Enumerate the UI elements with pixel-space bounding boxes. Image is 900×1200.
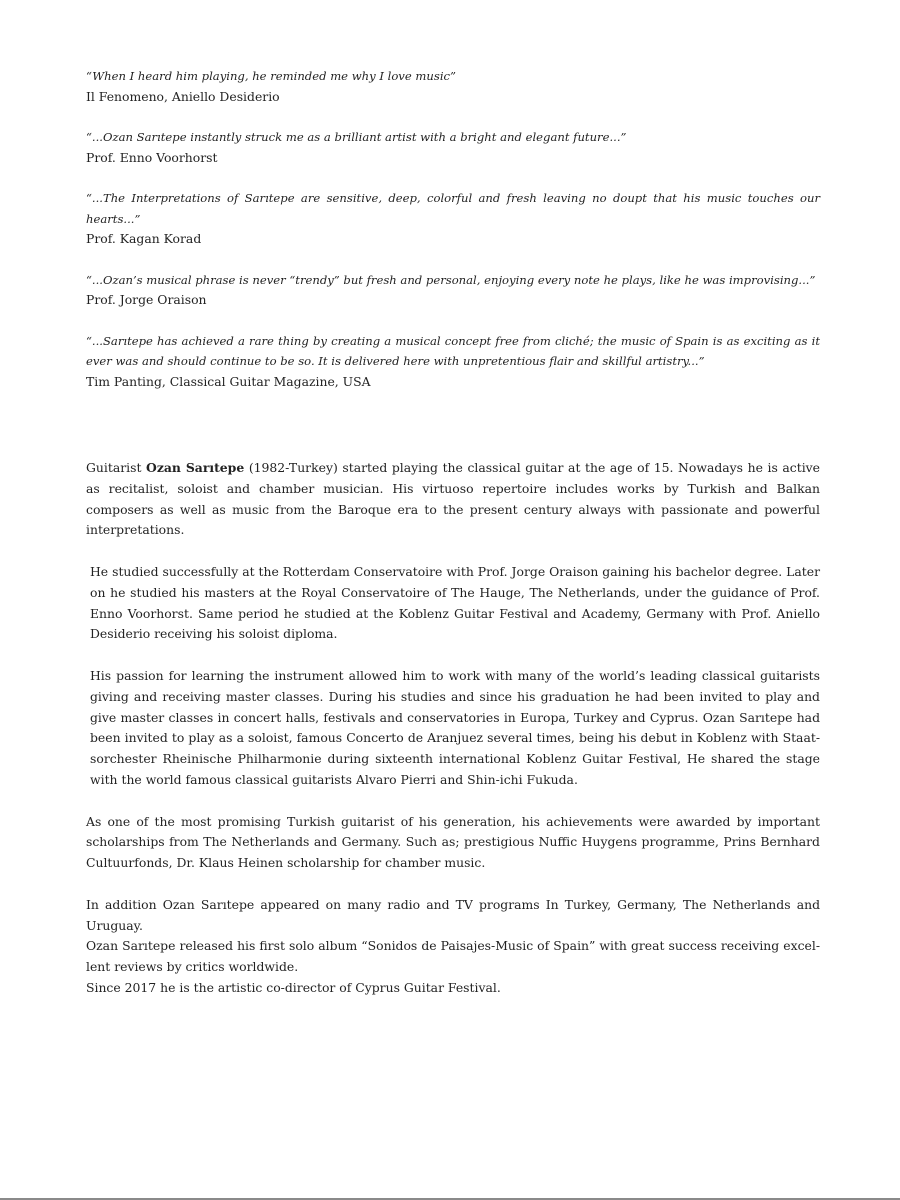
quote-author: Prof. Jorge Oraison bbox=[86, 292, 207, 307]
quote-author: Il Fenomeno, Aniello Desiderio bbox=[86, 88, 280, 104]
quote-block bbox=[86, 66, 820, 107]
bio-paragraph-album: Ozan Sarıtepe released his first solo album “Sonidos de Paisajes-Music of Spain” with great success receiving excellent reviews by critics worldwide. bbox=[86, 938, 820, 975]
quote-author: Tim Panting, Classical Guitar Magazine, USA bbox=[86, 373, 371, 389]
quote-block bbox=[86, 188, 820, 250]
quote-text: “When I heard him playing, he reminded me why I love music” bbox=[86, 69, 456, 83]
bio-paragraph-festival: Since 2017 he is the artistic co-director of Cyprus Guitar Festival. bbox=[86, 979, 501, 995]
quotes-section bbox=[86, 66, 820, 392]
bio-intro-prefix: Guitarist bbox=[86, 460, 147, 475]
quote-author: Prof. Kagan Korad bbox=[86, 231, 202, 246]
quote-block bbox=[86, 270, 820, 311]
quote-author: Prof. Enno Voorhorst bbox=[86, 149, 218, 165]
bio-paragraph-career: His passion for learning the instrument allowed him to work with many of the world’s leading classical guitarists giving and receiving master classes. During his studies and since his graduation he had been invited to play and give master classes in concert halls, festivals and conservatories in Europa, Turkey and Cyprus. Ozan Sarıtepe had been invited to play as a soloist, famous Concerto de Aranjuez several times, being his debut in Koblenz with Staatsorchester Rheinische Philharmonie during sixteenth international Koblenz Guitar Festival, He shared the stage with the world famous classical guitarists Alvaro Pierri and Shin-ichi Fukuda. bbox=[90, 667, 820, 787]
quote-block bbox=[86, 127, 820, 168]
biography-section bbox=[86, 458, 820, 999]
bio-paragraph-intro bbox=[86, 458, 820, 541]
document-page bbox=[86, 66, 820, 999]
bio-paragraph-media: In addition Ozan Sarıtepe appeared on many radio and TV programs In Turkey, Germany, The Netherlands and Uruguay. bbox=[86, 896, 820, 933]
section-spacer bbox=[86, 412, 820, 458]
quote-text: “...Ozan Sarıtepe instantly struck me as a brilliant artist with a bright and elegant future...” bbox=[86, 130, 627, 144]
bio-intro-rest: (1982-Turkey) started playing the classical guitar at the age of 15. Nowadays he is active as recitalist, soloist and chamber musician. His virtuoso repertoire includes works by Turkish and Balkan composers as well as music from the Baroque era to the present century always with passionate and powerful interpretations. bbox=[86, 460, 821, 538]
artist-name: Ozan Sarıtepe bbox=[146, 460, 245, 475]
quote-text: “...Ozan’s musical phrase is never “trendy” but fresh and personal, enjoying every note he plays, like he was improvising...” bbox=[86, 272, 816, 287]
quote-text: “...The Interpretations of Sarıtepe are sensitive, deep, colorful and fresh leaving no doupt that his music touches our hearts...” bbox=[86, 191, 820, 226]
bio-paragraph-scholarships: As one of the most promising Turkish guitarist of his generation, his achievements were awarded by important scholarships from The Netherlands and Germany. Such as; prestigious Nuffic Huygens programme, Prins Bernhard Cultuurfonds, Dr. Klaus Heinen scholarship for chamber music. bbox=[86, 813, 820, 871]
quote-text: “...Sarıtepe has achieved a rare thing by creating a musical concept free from cliché; the music of Spain is as exciting as it ever was and should continue to be so. It is delivered here with unpretentious flair and skillful artistry...” bbox=[86, 333, 820, 368]
quote-block bbox=[86, 331, 820, 393]
bio-paragraph-education: He studied successfully at the Rotterdam Conservatoire with Prof. Jorge Oraison gaining his bachelor degree. Later on he studied his masters at the Royal Conservatoire of The Hauge, The Netherlands, under the guidance of Prof. Enno Voorhorst. Same period he studied at the Koblenz Guitar Festival and Academy, Germany with Prof. Aniello Desiderio receiving his soloist diploma. bbox=[90, 563, 820, 642]
